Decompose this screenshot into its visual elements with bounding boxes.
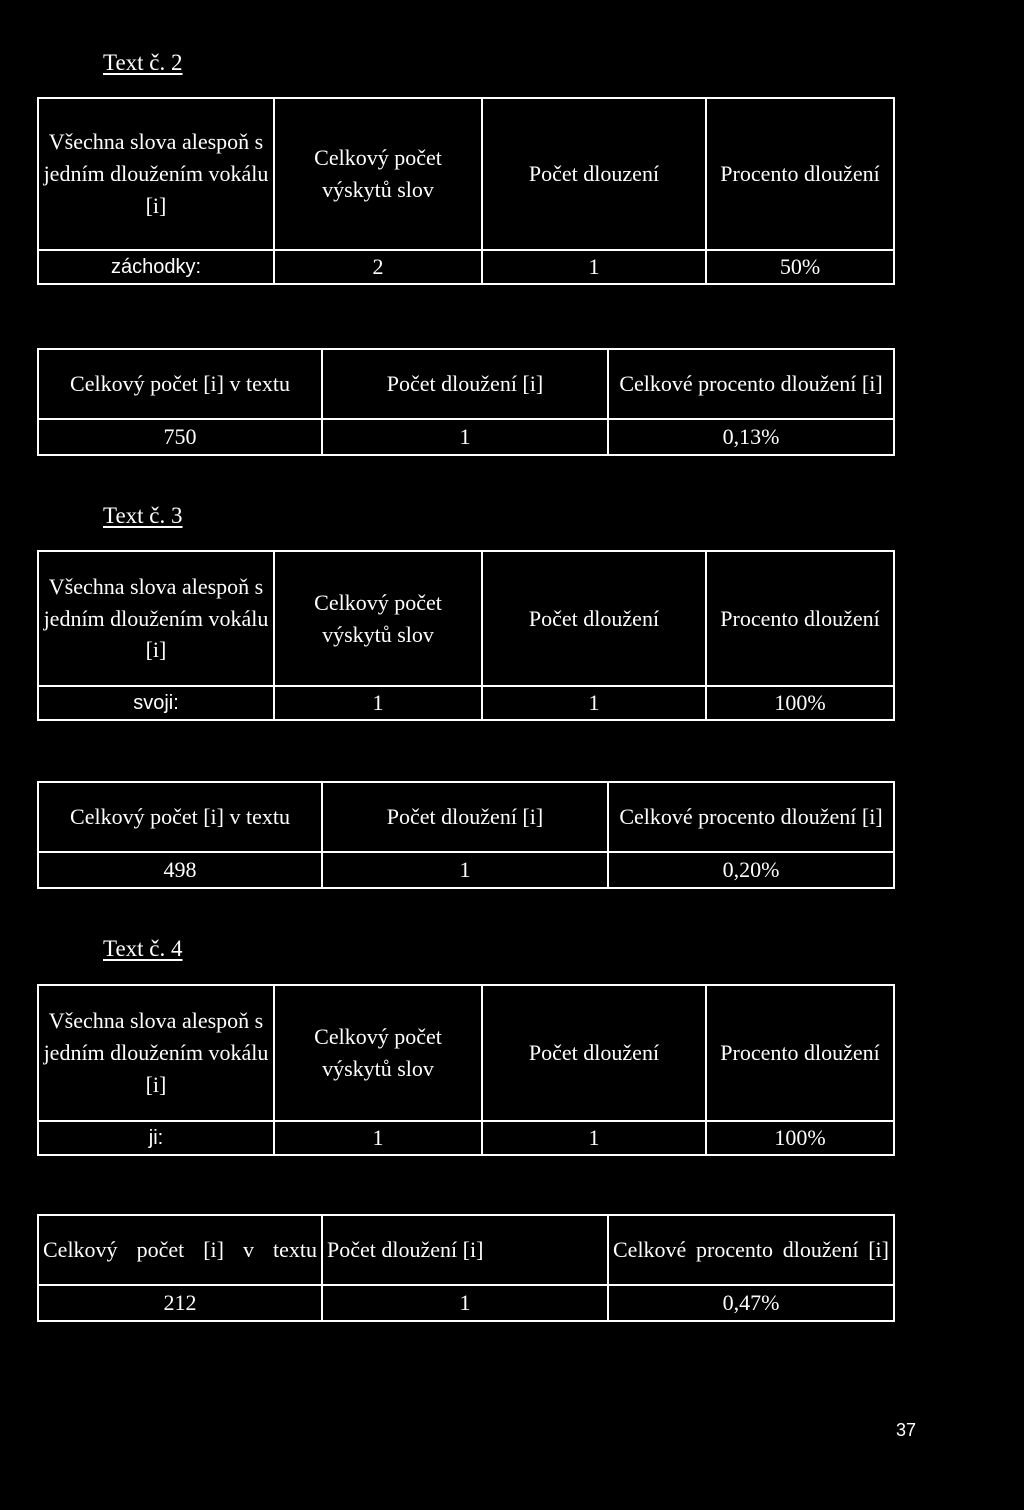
cell-percent: 100% <box>706 1121 894 1155</box>
header-lengthening-count: Počet dloužení <box>482 551 706 686</box>
header-lengthening-i-count: Počet dloužení [i] <box>322 1215 608 1285</box>
table-row <box>38 1285 894 1321</box>
header-total-lengthening-percent: Celkové procento dloužení [i] <box>608 1215 894 1285</box>
header-lengthening-percent: Procento dloužení <box>706 985 894 1121</box>
header-total-occurrences: Celkový počet výskytů slov <box>274 985 482 1121</box>
cell-lengthening-count: 1 <box>322 852 608 888</box>
word-lengthening-table-text-3 <box>37 550 895 721</box>
header-total-occurrences: Celkový počet výskytů slov <box>274 551 482 686</box>
header-lengthening-count: Počet dloužení <box>482 985 706 1121</box>
cell-lengthening-count: 1 <box>322 1285 608 1321</box>
table-header-row <box>38 98 894 250</box>
table-header-row <box>38 1215 894 1285</box>
header-lengthening-percent: Procento dloužení <box>706 551 894 686</box>
table-header-row <box>38 985 894 1121</box>
header-lengthening-count: Počet dlouzení <box>482 98 706 250</box>
word-lengthening-table-text-2 <box>37 97 895 285</box>
word-lengthening-table-text-4 <box>37 984 895 1156</box>
cell-total: 2 <box>274 250 482 284</box>
header-words-with-lengthening: Všechna slova alespoň s jedním dloužením vokálu [i] <box>38 551 274 686</box>
cell-total-percent: 0,13% <box>608 419 894 455</box>
cell-total-i: 212 <box>38 1285 322 1321</box>
header-words-with-lengthening: Všechna slova alespoň s jedním dloužením vokálu [i] <box>38 985 274 1121</box>
cell-total-i: 750 <box>38 419 322 455</box>
cell-percent: 100% <box>706 686 894 720</box>
header-lengthening-i-count: Počet dloužení [i] <box>322 349 608 419</box>
cell-word: záchodky: <box>38 250 274 284</box>
table-header-row <box>38 349 894 419</box>
header-words-with-lengthening: Všechna slova alespoň s jedním dloužením vokálu [i] <box>38 98 274 250</box>
header-lengthening-percent: Procento dloužení <box>706 98 894 250</box>
section-heading-text-2: Text č. 2 <box>103 50 183 75</box>
cell-total-i: 498 <box>38 852 322 888</box>
header-total-i-in-text: Celkový počet [i] v textu <box>38 1215 322 1285</box>
cell-total: 1 <box>274 1121 482 1155</box>
page-number: 37 <box>896 1420 917 1440</box>
cell-percent: 50% <box>706 250 894 284</box>
cell-total-percent: 0,47% <box>608 1285 894 1321</box>
header-total-i-in-text: Celkový počet [i] v textu <box>38 782 322 852</box>
table-row <box>38 1121 894 1155</box>
cell-count: 1 <box>482 250 706 284</box>
header-total-lengthening-percent: Celkové procento dloužení [i] <box>608 782 894 852</box>
table-row <box>38 419 894 455</box>
table-row <box>38 686 894 720</box>
header-total-i-in-text: Celkový počet [i] v textu <box>38 349 322 419</box>
cell-total-percent: 0,20% <box>608 852 894 888</box>
table-row <box>38 250 894 284</box>
table-header-row <box>38 551 894 686</box>
section-heading-text-3: Text č. 3 <box>103 503 183 528</box>
cell-total: 1 <box>274 686 482 720</box>
header-total-occurrences: Celkový počet výskytů slov <box>274 98 482 250</box>
section-heading-text-4: Text č. 4 <box>103 936 183 961</box>
cell-word: svoji: <box>38 686 274 720</box>
table-header-row <box>38 782 894 852</box>
cell-count: 1 <box>482 1121 706 1155</box>
header-lengthening-i-count: Počet dloužení [i] <box>322 782 608 852</box>
cell-lengthening-count: 1 <box>322 419 608 455</box>
cell-count: 1 <box>482 686 706 720</box>
summary-table-text-3 <box>37 781 895 889</box>
header-total-lengthening-percent: Celkové procento dloužení [i] <box>608 349 894 419</box>
summary-table-text-4 <box>37 1214 895 1322</box>
table-row <box>38 852 894 888</box>
summary-table-text-2 <box>37 348 895 456</box>
cell-word: ji: <box>38 1121 274 1155</box>
